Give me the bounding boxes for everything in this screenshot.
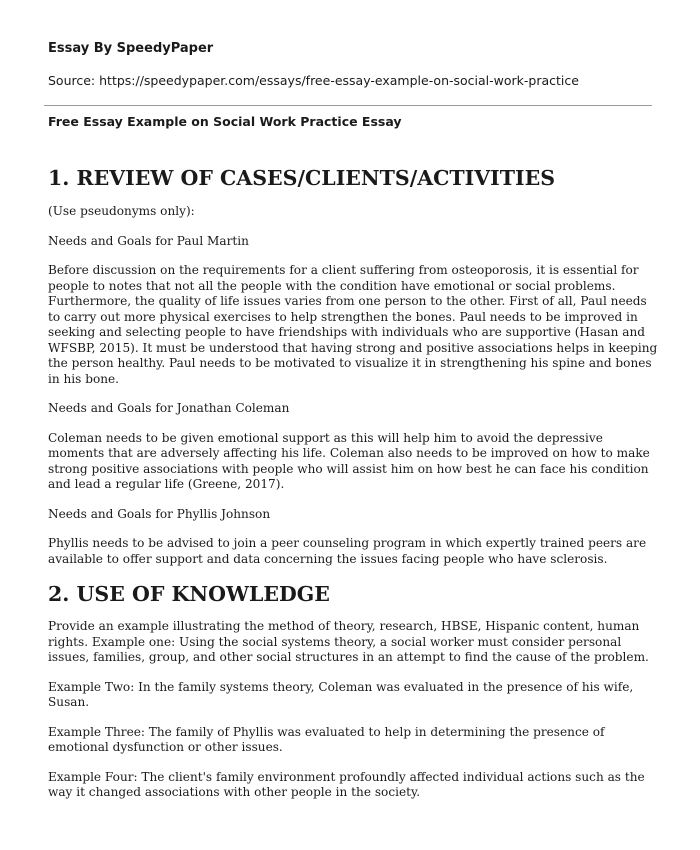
paragraph-phyllis-johnson: Phyllis needs to be advised to join a peer counseling program in which expertly trained peers are available to offer support and data concerning the issues facing people who have sclerosis.	[48, 536, 647, 566]
essay-page	[48, 40, 660, 801]
subheading-jonathan-coleman: Needs and Goals for Jonathan Coleman	[48, 401, 290, 415]
subheading-paul-martin: Needs and Goals for Paul Martin	[48, 233, 249, 248]
paragraph-example-three: Example Three: The family of Phyllis was evaluated to help in determining the presence of emotional dysfunction or other issues.	[48, 724, 605, 754]
document-title: Free Essay Example on Social Work Practice Essay	[48, 114, 402, 129]
paragraph-jonathan-coleman: Coleman needs to be given emotional support as this will help him to avoid the depressive moments that are adversely affecting his life. Coleman also needs to be improved on how to make strong positive associations with people who will assist him on how best he can face his condition and lead a regular life (Greene, 2017).	[48, 430, 650, 491]
section-heading-review: 1. REVIEW OF CASES/CLIENTS/ACTIVITIES	[48, 166, 556, 190]
paragraph-example-one: Provide an example illustrating the method of theory, research, HBSE, Hispanic content, human rights. Example one: Using the social systems theory, a social worker must consider personal issues, families, group, and other social structures in an attempt to find the cause of the problem.	[48, 619, 649, 664]
section-heading-knowledge: 2. USE OF KNOWLEDGE	[48, 582, 330, 606]
source-url: Source: https://speedypaper.com/essays/free-essay-example-on-social-work-practice	[48, 73, 579, 88]
paragraph-example-two: Example Two: In the family systems theory, Coleman was evaluated in the presence of his wife, Susan.	[48, 679, 634, 709]
header-divider	[44, 105, 652, 106]
brand-title: Essay By SpeedyPaper	[48, 41, 214, 56]
paragraph-pseudonyms-note: (Use pseudonyms only):	[48, 204, 195, 218]
paragraph-example-four: Example Four: The client's family environment profoundly affected individual actions such as the way it changed associations with other people in the society.	[48, 769, 645, 799]
subheading-phyllis-johnson: Needs and Goals for Phyllis Johnson	[48, 506, 271, 521]
paragraph-paul-martin: Before discussion on the requirements for a client suffering from osteoporosis, it is essential for people to notes that not all the people with the condition have emotional or social problems. Furthermore, the quality of life issues varies from one person to the other. First of all, Paul needs to carry out more physical exercises to help strengthen the bones. Paul needs to be improved in seeking and selecting people to have friendships with individuals who are supportive (Hasan and WFSBP, 2015). It must be understood that having strong and positive associations helps in keeping the person healthy. Paul needs to be motivated to visualize it in strengthening his spine and bones in his bone.	[48, 263, 658, 386]
